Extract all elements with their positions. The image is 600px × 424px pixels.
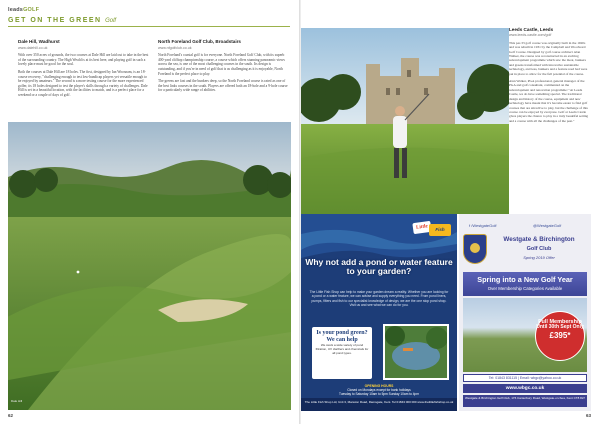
badge-line: Until 30th Sept Only <box>536 324 584 330</box>
hours-line: Tuesday to Saturday 10am to 5pm Sunday 10am to 4pm <box>339 392 419 396</box>
article-url[interactable]: www.nfgolfclub.co.uk <box>158 45 192 50</box>
article-heading: Dale Hill, Wadhurst <box>18 39 60 44</box>
article-leeds-castle <box>509 28 589 126</box>
pond-photo <box>383 324 449 380</box>
masthead-part1: leads <box>8 7 24 13</box>
pond-advert[interactable] <box>301 214 457 411</box>
badge-price: £395* <box>549 330 571 340</box>
club-crest-icon <box>463 234 487 264</box>
masthead-part2: GOLF <box>23 7 40 13</box>
offer-banner <box>463 272 587 296</box>
opening-hours <box>305 384 453 396</box>
article-paragraph: The greens are fast and the bunkers deep, so the North Foreland course is rated as one of the best links courses in the south. Players are offered both an 18-hole and a 9-hole course for a particularly wide range of abilities. <box>158 79 288 93</box>
ad-headline: Why not add a pond or water feature to your garden? <box>305 257 453 276</box>
page-number-right: 63 <box>586 413 592 418</box>
logo-text-2: Fish <box>429 224 451 236</box>
club-offer: Spring 2019 Offer <box>523 255 555 260</box>
article-heading: Leeds Castle, Leeds <box>509 27 554 32</box>
club-name: Westgate & Birchington <box>503 236 575 243</box>
golf-club-advert[interactable] <box>459 214 591 411</box>
card-body: We stock a wide variety of pond filtration, UV clarifiers and chemicals for all pond types. <box>315 343 369 355</box>
club-title <box>463 234 587 274</box>
club-website[interactable]: www.wbgc.co.uk <box>463 384 587 393</box>
section-title <box>8 17 116 24</box>
price-badge <box>535 311 585 361</box>
twitter-link[interactable]: @WestgateGolf <box>533 223 562 228</box>
ad-footer: The Little Fish Shop Ltd, Unit 3, Manston Road, Ramsgate, Kent. Tel 01843 000 000 www.thelittlefishshop.co.uk <box>301 398 457 411</box>
little-fish-logo <box>413 216 453 240</box>
card-title: Is your pond green? We can help <box>316 330 368 343</box>
section-golf: Golf <box>105 18 117 24</box>
article-paragraph: Both the courses at Dale Hill are 18 holes. The first, designed by Ian Woosnam, is an 18-course recovery, "challenging enough to test low-handicap players yet versatile enough to be enjoyed by amateurs." The second is a more testing course for the more experienced golfer, its 18 holes designed to test the player's skills through a variety of challenges. Dale Hill is set in a beautiful location, with the facilities to match, and is a perfect place for a weekend or a couple of days of golf. <box>18 69 148 97</box>
masthead <box>8 7 39 13</box>
banner-subtitle: Over Membership Categories Available <box>487 286 563 291</box>
photo-caption: Dale Hill <box>11 399 23 403</box>
article-url[interactable]: www.dalehill.co.uk <box>18 45 48 50</box>
logo-text-1: Little <box>412 221 431 234</box>
article-heading: North Foreland Golf Club, Broadstairs <box>158 39 241 44</box>
page-number-left: 62 <box>8 413 14 418</box>
club-subname: Golf Club <box>526 246 552 252</box>
golf-course-photo <box>8 122 291 410</box>
article-paragraph: Alan Walker, PGA professional, general manager of the PGA and golf consultant, commented on the redevelopment and renovation programme: "At Leeds Castle, we do have something special. The traditional design and history of the course, equipment and new technology have meant that it's become easier to find golf courses that are attractive to play, but the challenge of this course can be enjoyed by everyone. Golf at Leeds Castle gives players the chance to play in a truly beautiful setting and a course with all the challenges of the past." <box>509 79 589 123</box>
article-paragraph: With over 350 acres of grounds, the two courses at Dale Hill are laid out to take in the best of the surrounding country. The High Weald is at its best here, and playing golf in such a lovely place must be good for the soul. <box>18 53 149 67</box>
social-links <box>463 223 587 231</box>
banner-title: Spring into a New Golf Year <box>477 275 573 284</box>
club-contact: Tel: 01843 831115 | Email: wbgc@yahoo.co.uk <box>463 374 587 382</box>
section-rule <box>8 26 290 27</box>
hours-line: Closed on Mondays except for bank holidays <box>347 388 411 392</box>
club-address: Westgate & Birchington Golf Club, 176 Canterbury Road, Westgate-on-Sea, Kent CT8 8LT <box>463 395 587 407</box>
facebook-link[interactable]: f /WestgateGolf <box>469 223 497 228</box>
ad-body: The Little Fish Shop can help to make your garden dream a reality. Whether you are looking for a pond or a water feature, we can advise and supply everything you need. From pond liners, pumps, filters and fish to our specialist knowledge of design, we are the one stop pond shop. Visit us and see what we can do for you. <box>309 290 449 307</box>
hours-title: OPENING HOURS <box>364 384 394 388</box>
article-dale-hill <box>18 40 150 101</box>
article-paragraph: This par-33 golf course was originally built in the 1920s and was rebuilt in 1931 by the Campbell and Woodward Golf Course. Designed by golf course architect Alan Walker, the course was reconstructed in an exciting redevelopment programme which saw the moat, bunkers and greens transformed with innovative sustainable technology, and tees, bunkers and a feature reed bed were put in place to allow for the full potential of the course. <box>509 40 588 76</box>
article-url[interactable]: www.leeds-castle.com/golf <box>509 33 552 38</box>
badge-line: Full Membership <box>538 319 582 325</box>
castle-golfer-photo <box>301 28 509 214</box>
green-pond-card <box>312 327 372 379</box>
section-title-text: GET ON THE GREEN <box>8 17 102 24</box>
article-north-foreland <box>158 40 288 96</box>
article-paragraph: North Foreland's coastal golf is for everyone. North Foreland Golf Club, with its superb 400-yard clifftop championship course, a course which offers stunning panoramic views across the sea, is one of the most challenging courses in the south. Its design is outstanding, and if you're in need of golf that is as challenging as it is enjoyable, North Foreland is the perfect place to play. <box>158 53 285 76</box>
